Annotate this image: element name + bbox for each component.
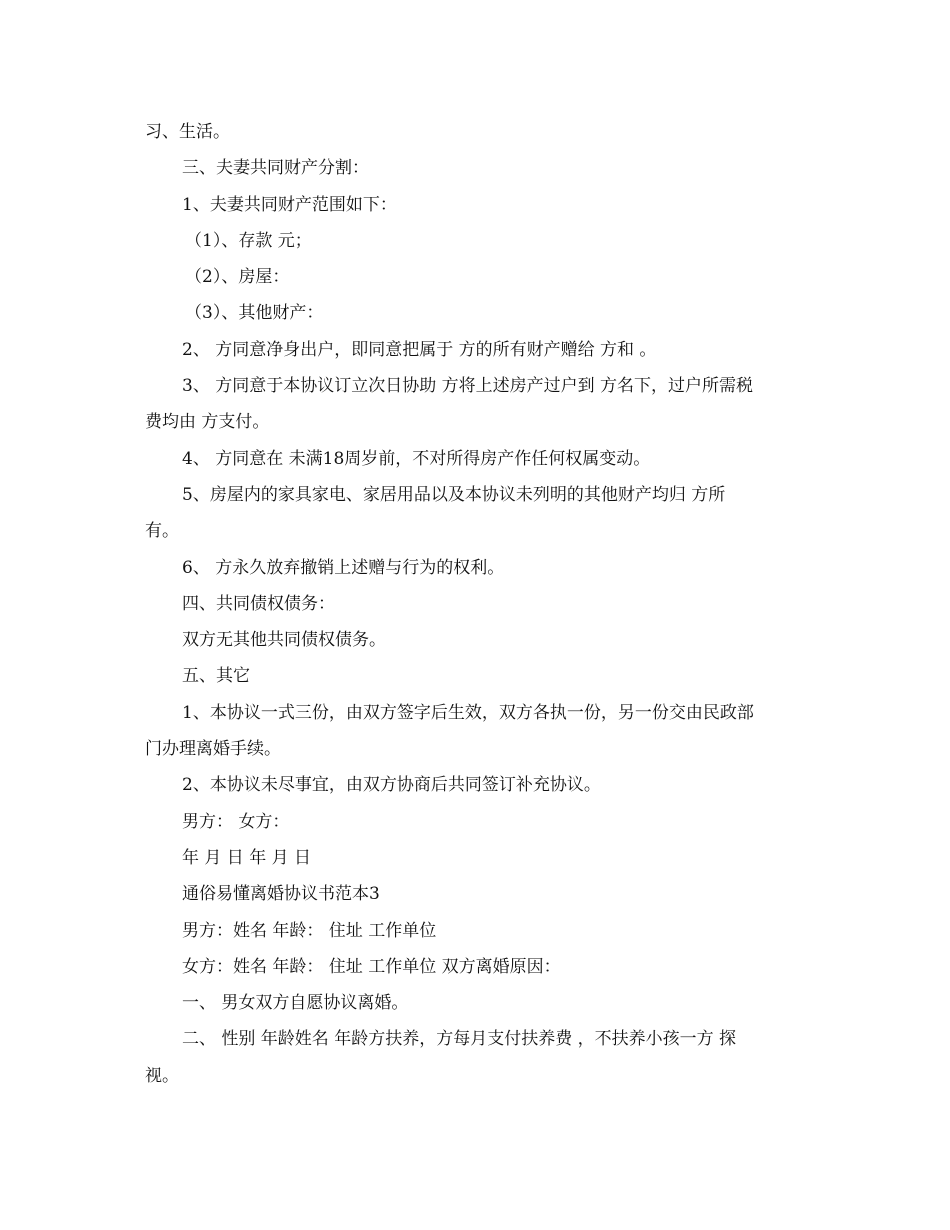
text-line: 一、 男女双方自愿协议离婚。 bbox=[182, 993, 409, 1014]
text-line: 视。 bbox=[145, 1065, 179, 1086]
section-heading-other: 五、其它 bbox=[182, 666, 250, 687]
list-item: （3）、其他财产： bbox=[185, 303, 324, 324]
text-line: 有。 bbox=[145, 521, 179, 542]
text-line: 5、房屋内的家具家电、家居用品以及本协议未列明的其他财产均归 方所 bbox=[182, 484, 726, 505]
list-item: （2）、房屋： bbox=[185, 267, 290, 288]
text-line: 2、本协议未尽事宜，由双方协商后共同签订补充协议。 bbox=[182, 775, 601, 796]
text-line: 门办理离婚手续。 bbox=[145, 739, 281, 760]
section-heading-debts: 四、共同债权债务： bbox=[182, 593, 335, 614]
text-line: 6、 方永久放弃撤销上述赠与行为的权利。 bbox=[182, 557, 505, 578]
text-line: 3、 方同意于本协议订立次日协助 方将上述房产过户到 方名下，过户所需税 bbox=[182, 376, 754, 397]
text-line: 1、本协议一式三份，由双方签字后生效，双方各执一份，另一份交由民政部 bbox=[182, 702, 754, 723]
text-line: 女方：姓名 年龄： 住址 工作单位 双方离婚原因： bbox=[182, 956, 561, 977]
text-line: 费均由 方支付。 bbox=[145, 412, 270, 433]
template-title: 通俗易懂离婚协议书范本3 bbox=[182, 884, 380, 905]
signature-line: 男方： 女方： bbox=[182, 811, 290, 832]
text-line: 男方：姓名 年龄： 住址 工作单位 bbox=[182, 920, 437, 941]
text-line: 4、 方同意在 未满18周岁前，不对所得房产作任何权属变动。 bbox=[182, 448, 651, 469]
text-line: 2、 方同意净身出户，即同意把属于 方的所有财产赠给 方和 。 bbox=[182, 339, 657, 360]
text-line: 习、生活。 bbox=[145, 122, 230, 142]
text-line: 1、夫妻共同财产范围如下： bbox=[182, 194, 397, 215]
text-line: 二、 性别 年龄姓名 年龄方扶养，方每月支付扶养费 ，不扶养小孩一方 探 bbox=[182, 1029, 737, 1050]
date-line: 年 月 日 年 月 日 bbox=[182, 847, 312, 868]
list-item: （1）、存款 元； bbox=[185, 230, 312, 251]
section-heading-property: 三、夫妻共同财产分割： bbox=[182, 158, 369, 179]
document-body bbox=[145, 114, 810, 1094]
text-line: 双方无其他共同债权债务。 bbox=[182, 630, 386, 651]
